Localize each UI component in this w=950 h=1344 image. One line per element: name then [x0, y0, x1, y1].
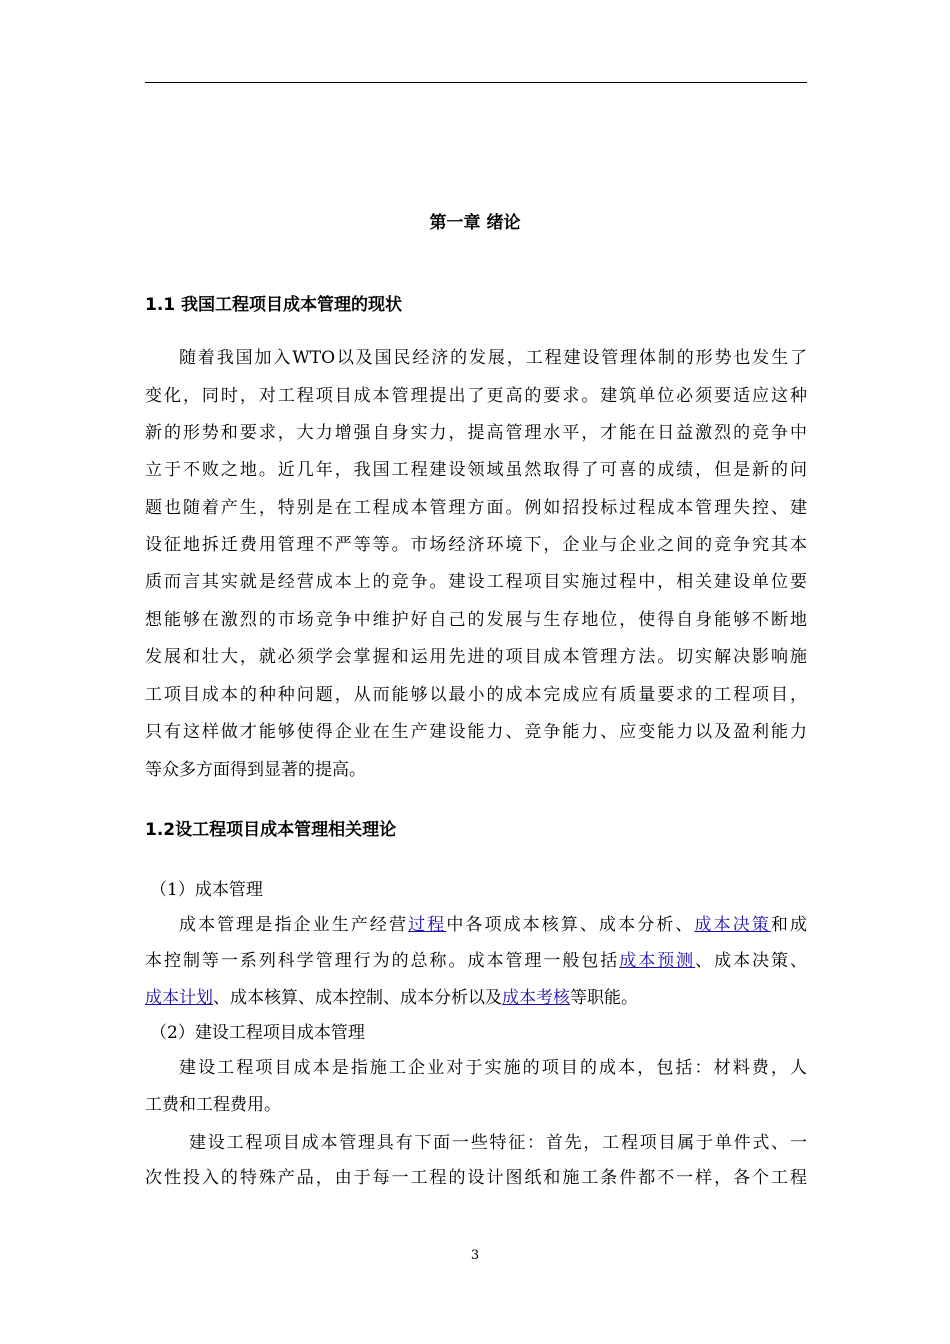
link-process[interactable]: 过程	[408, 915, 447, 935]
link-cost-assessment[interactable]: 成本考核	[502, 988, 570, 1008]
link-cost-decision[interactable]: 成本决策	[694, 915, 771, 935]
link-cost-plan[interactable]: 成本计划	[145, 988, 213, 1008]
paragraph-line: 题也随着产生，特别是在工程成本管理方面。例如招投标过程成本管理失控、建	[145, 498, 807, 518]
paragraph-line	[145, 946, 807, 971]
section-2-heading: 1.2设工程项目成本管理相关理论	[145, 820, 397, 840]
text-run: 、成本核算、成本控制、成本分析以及	[213, 988, 502, 1008]
paragraph-line: 设征地拆迁费用管理不严等等。市场经济环境下，企业与企业之间的竞争究其本	[145, 535, 807, 555]
subsection-2-label: （2）建设工程项目成本管理	[150, 1023, 365, 1043]
text-run: 成本管理是指企业生产经营	[179, 915, 409, 935]
text-run: 和成	[770, 915, 807, 935]
text-run: 中各项成本核算、成本分析、	[446, 915, 695, 935]
paragraph-line: 工项目成本的种种问题，从而能够以最小的成本完成应有质量要求的工程项目，	[145, 685, 807, 705]
paragraph-line: 随着我国加入WTO以及国民经济的发展，工程建设管理体制的形势也发生了	[179, 348, 807, 368]
paragraph-line: 变化，同时，对工程项目成本管理提出了更高的要求。建筑单位必须要适应这种	[145, 386, 807, 406]
paragraph-line: 只有这样做才能够使得企业在生产建设能力、竞争能力、应变能力以及盈利能力	[145, 722, 807, 742]
paragraph-line: 建设工程项目成本管理具有下面一些特征：首先，工程项目属于单件式、一	[189, 1133, 807, 1153]
text-run: 本控制等一系列科学管理行为的总称。成本管理一般包括	[145, 951, 620, 971]
paragraph-line: 发展和壮大，就必须学会掌握和运用先进的项目成本管理方法。切实解决影响施	[145, 647, 807, 667]
text-run: 、成本决策、	[695, 951, 808, 971]
paragraph-line: 想能够在激烈的市场竞争中维护好自己的发展与生存地位，使得自身能够不断地	[145, 610, 807, 630]
paragraph-line: 次性投入的特殊产品，由于每一工程的设计图纸和施工条件都不一样，各个工程	[145, 1168, 807, 1188]
paragraph-line: 建设工程项目成本是指施工企业对于实施的项目的成本，包括：材料费，人	[179, 1058, 807, 1078]
link-cost-forecast[interactable]: 成本预测	[619, 951, 696, 971]
header-rule	[145, 82, 807, 83]
paragraph-line	[145, 983, 807, 1008]
paragraph-line	[145, 910, 807, 935]
text-run: 等职能。	[570, 988, 638, 1008]
paragraph-line: 新的形势和要求，大力增强自身实力，提高管理水平，才能在日益激烈的竞争中	[145, 423, 807, 443]
paragraph-line: 等众多方面得到显著的提高。	[145, 760, 366, 780]
paragraph-line: 立于不败之地。近几年，我国工程建设领域虽然取得了可喜的成绩，但是新的问	[145, 460, 807, 480]
paragraph-line: 质而言其实就是经营成本上的竞争。建设工程项目实施过程中，相关建设单位要	[145, 572, 807, 592]
subsection-1-label: （1）成本管理	[150, 880, 263, 900]
chapter-title: 第一章 绪论	[429, 213, 521, 233]
section-1-heading: 1.1 我国工程项目成本管理的现状	[145, 295, 403, 315]
page-number: 3	[470, 1248, 480, 1263]
paragraph-line: 工费和工程费用。	[145, 1095, 281, 1115]
